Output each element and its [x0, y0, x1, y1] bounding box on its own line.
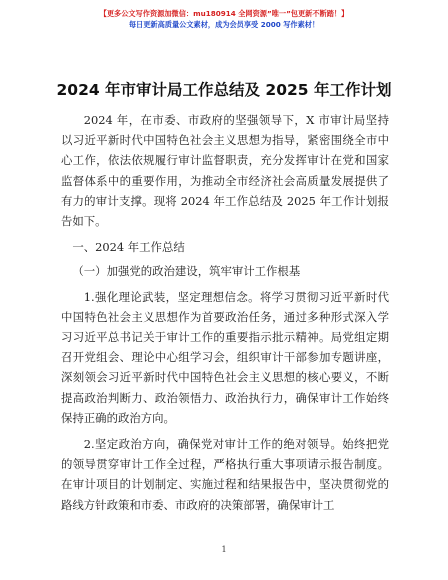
- promo-banner: [0, 8, 448, 30]
- promo-line-2: 每日更新高质量公文素材，成为会员享受 2000 写作素材！: [128, 20, 320, 29]
- promo-line-1: 【更多公文写作资源加微信：mu180914 全网资源”唯一”包更新不断踏！】: [99, 9, 349, 18]
- document-title: 2024 年市审计局工作总结及 2025 年工作计划: [56, 81, 392, 99]
- intro-paragraph: 2024 年，在市委、市政府的坚强领导下，X 市审计局坚持以习近平新时代中国特色社会主义思想为指导，紧密围绕全市中心工作，依法依规履行审计监督职责，充分发挥审计在党和国家监督体系中的重要作用，为推动全市经济社会高质量发展提供了有力的审计支撑。现将 2024 年工作总结及 2025 年工作计划报告如下。: [61, 113, 389, 229]
- document-body: [61, 110, 389, 515]
- item-paragraph-1: 1.强化理论武装，坚定理想信念。将学习贯彻习近平新时代中国特色社会主义思想作为首要政治任务，通过多种形式深入学习习近平总书记关于审计工作的重要指示批示精神。局党组定期召开党组会、理论中心组学习会，组织审计干部参加专题讲座，深刻领会习近平新时代中国特色社会主义思想的核心要义，不断提高政治判断力、政治领悟力、政治执行力，确保审计工作始终保持正确的政治方向。: [61, 289, 389, 425]
- page-number: 1: [221, 545, 227, 554]
- section-heading: 一、2024 年工作总结: [72, 240, 185, 255]
- subsection-heading: （一）加强党的政治建设，筑牢审计工作根基: [72, 264, 301, 279]
- item-paragraph-2: 2.坚定政治方向，确保党对审计工作的绝对领导。始终把党的领导贯穿审计工作全过程，严格执行重大事项请示报告制度。在审计项目的计划制定、实施过程和结果报告中，坚决贯彻党的路线方针政策和市委、市政府的决策部署，确保审计工: [61, 437, 389, 512]
